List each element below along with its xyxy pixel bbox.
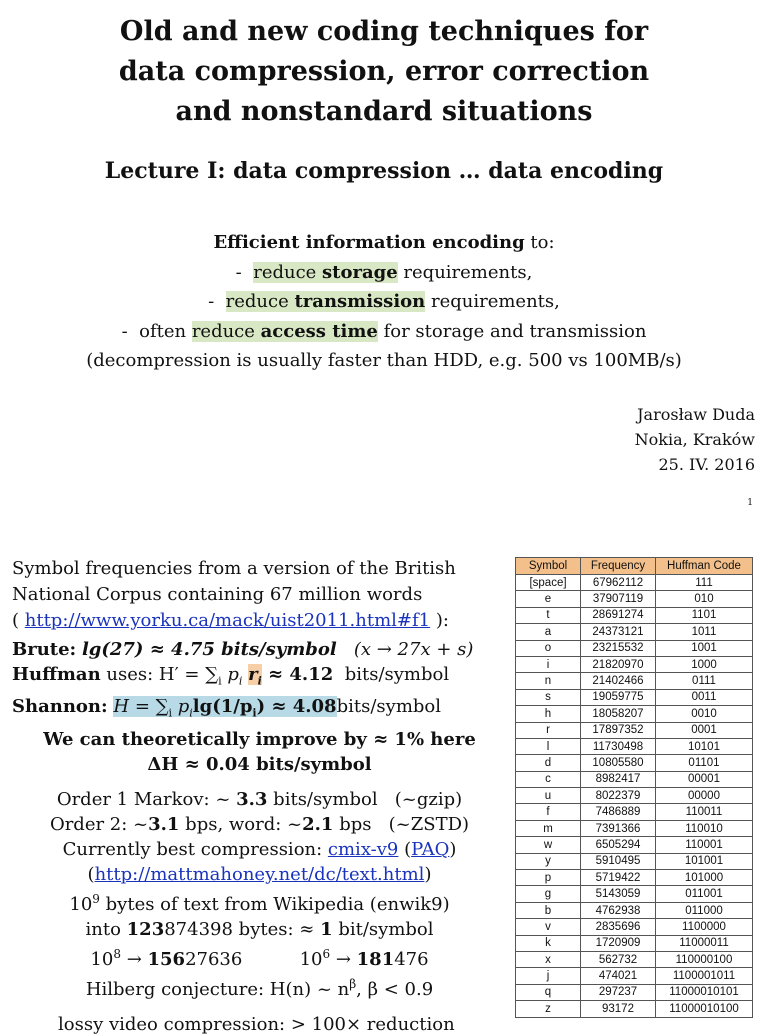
cell-frequency: 1720909 [581,935,656,951]
cell-huffman-code: 101001 [656,853,753,869]
cell-huffman-code: 011000 [656,902,753,918]
table-row [516,788,753,804]
r1-arrow: → [120,949,148,971]
cell-huffman-code: 0010 [656,706,753,722]
cell-symbol: n [516,673,581,689]
paren-close: ): [430,610,449,631]
cell-frequency: 5910495 [581,853,656,869]
dash: - [208,291,215,312]
item-rest: requirements, [397,261,533,283]
lecture-subtitle: Lecture I: data compression … data encoding [104,158,664,184]
order1-line [12,787,507,812]
brute-note: (x → 27x + s) [353,639,474,660]
cell-symbol: j [516,968,581,984]
cell-huffman-code: 0001 [656,722,753,738]
r2-arrow: → [330,949,357,971]
item-rest: for storage and transmission [377,320,647,342]
cell-frequency: 21402466 [581,673,656,689]
huffman-p: p [221,664,239,685]
order2-bps: 3.1 [148,814,180,836]
table-row [516,853,753,869]
order1-unit: bits/symbol [267,789,378,811]
cell-symbol: a [516,624,581,640]
cell-frequency: 8982417 [581,771,656,787]
intro-item [0,317,768,347]
cell-frequency: 37907119 [581,591,656,607]
wiki-text: bytes of text from Wikipedia (enwik9) [99,894,450,916]
cell-huffman-code: 0111 [656,673,753,689]
cell-huffman-code: 0011 [656,689,753,705]
order1-text: Order 1 Markov: ~ [56,789,237,811]
r2-bold: 181 [356,949,395,971]
order2-line [12,812,507,837]
cell-frequency: 562732 [581,951,656,967]
table-row [516,919,753,935]
cell-huffman-code: 10101 [656,738,753,754]
r1-bold: 156 [147,949,186,971]
cell-frequency: 19059775 [581,689,656,705]
into-e: bit/symbol [332,919,434,941]
intro-note: (decompression is usually faster than HDD, e.g. 500 vs 100MB/s) [86,350,682,371]
cell-frequency: 7486889 [581,804,656,820]
table-row [516,575,753,591]
cell-symbol: e [516,591,581,607]
slide-title [0,12,768,132]
table-row [516,984,753,1000]
lecture-date: 25. IV. 2016 [658,455,755,474]
title-line: data compression, error correction [118,56,650,87]
cell-huffman-code: 00000 [656,788,753,804]
table-row [516,624,753,640]
table-row [516,706,753,722]
table-row [516,886,753,902]
table-row [516,607,753,623]
hilberg-cond: , β < 0.9 [356,979,434,1001]
table-row [516,722,753,738]
into-a: into [85,919,127,941]
author-block [635,402,755,477]
cell-frequency: 28691274 [581,607,656,623]
cell-symbol: [space] [516,575,581,591]
paq-link[interactable]: PAQ [411,839,450,861]
cell-huffman-code: 110011 [656,804,753,820]
cell-frequency: 11730498 [581,738,656,754]
shannon-formula: $H = \sum_i$ $p_i\lg(1/p_i) \approx 4.08$ [113,695,337,720]
table-header-row [516,558,753,575]
best-compression-line [12,837,507,862]
huffman-value: ≈ 4.12 [261,664,334,685]
cell-symbol: s [516,689,581,705]
cell-huffman-code: 00001 [656,771,753,787]
cell-frequency: 297237 [581,984,656,1000]
brute-line [12,637,507,662]
order2-word: 2.1 [302,814,334,836]
order1-value: 3.3 [236,789,268,811]
r2-exp: 6 [322,947,331,962]
item-pre: often [139,320,192,342]
cell-frequency: 474021 [581,968,656,984]
mahoney-line: (http://mattmahoney.net/dc/text.html) [87,864,432,886]
cell-symbol: u [516,788,581,804]
cell-symbol: w [516,837,581,853]
delta-h: ΔH ≈ 0.04 bits/symbol [147,754,372,776]
table-row [516,771,753,787]
cell-frequency: 2835696 [581,919,656,935]
hl-text: reduce [191,320,261,342]
table-body [516,575,753,1018]
cell-frequency: 18058207 [581,706,656,722]
formula-a: H = ∑ [113,695,169,717]
left-column [12,556,507,1002]
brute-formula: lg(27) ≈ 4.75 bits/symbol [81,639,337,660]
cell-huffman-code: 1011 [656,624,753,640]
cell-huffman-code: 1101 [656,607,753,623]
r1-base: 10 [90,949,114,971]
cell-symbol: r [516,722,581,738]
title-line: Old and new coding techniques for [119,16,649,47]
r2-rest: 476 [394,949,429,971]
title-line: and nonstandard situations [175,96,593,127]
cell-frequency: 5719422 [581,870,656,886]
formula-c: lg(1/p [192,695,253,717]
table-row [516,689,753,705]
sum-index: i [168,706,173,720]
wikipedia-line [12,887,507,917]
table-row [516,820,753,836]
cell-huffman-code: 11000010100 [656,1001,753,1017]
slide-2 [0,530,768,1035]
cell-frequency: 6505294 [581,837,656,853]
cut-off-line: lossy video compression: > 100× reduction [58,1014,455,1035]
table-row [516,902,753,918]
cell-huffman-code: 110000100 [656,951,753,967]
shannon-line [12,694,507,726]
cell-frequency: 8022379 [581,788,656,804]
cell-symbol: c [516,771,581,787]
cell-frequency: 17897352 [581,722,656,738]
best-text: Currently best compression: [62,839,328,861]
cell-symbol: g [516,886,581,902]
cell-symbol: k [516,935,581,951]
table-row [516,1001,753,1017]
hl-bold: access time [260,320,378,342]
cell-frequency: 21820970 [581,656,656,672]
improvement-note: We can theoretically improve by ≈ 1% here [43,729,476,751]
cell-symbol: z [516,1001,581,1017]
cell-huffman-code: 1001 [656,640,753,656]
into-c: 874398 bytes: ≈ [164,919,321,941]
wiki-exp: 9 [92,892,100,907]
author-name: Jarosław Duda [637,405,755,424]
highlight [253,262,397,283]
hl-bold: storage [322,261,398,283]
table-row [516,951,753,967]
page-number: 1 [747,498,753,508]
paren-open: ( [12,610,25,631]
cell-huffman-code: 111 [656,575,753,591]
huffman-r: $r_i$ [248,664,262,688]
table-row [516,755,753,771]
dash: - [235,261,242,283]
table-row [516,837,753,853]
hl-text: reduce [225,291,295,312]
order2-c: bps, word: ~ [179,814,303,836]
cell-huffman-code: 101000 [656,870,753,886]
cell-symbol: x [516,951,581,967]
paren-open: ( [398,839,412,861]
cell-huffman-code: 11000010101 [656,984,753,1000]
formula-d: ) ≈ 4.08 [256,695,337,717]
cell-frequency: 93172 [581,1001,656,1017]
huffman-label: Huffman [12,664,101,685]
hl-text: reduce [253,261,323,283]
intro-item [0,258,768,288]
cell-symbol: b [516,902,581,918]
cell-huffman-code: 1100001011 [656,968,753,984]
intro-item [0,287,768,317]
cell-frequency: 67962112 [581,575,656,591]
into-d: 1 [320,919,333,941]
intro-block [0,228,768,376]
sum-index: i [218,674,222,688]
frequency-table [515,557,753,1018]
col-header-symbol: Symbol [516,558,581,575]
col-header-frequency: Frequency [581,558,656,575]
cell-huffman-code: 01101 [656,755,753,771]
table-row [516,804,753,820]
intro-lead-rest: to: [524,232,555,253]
cell-symbol: d [516,755,581,771]
dash: - [121,320,128,342]
author-affiliation: Nokia, Kraków [634,430,755,449]
huffman-unit: bits/symbol [344,664,450,685]
table-row [516,738,753,754]
intro-lead [0,228,768,258]
cell-symbol: m [516,820,581,836]
cell-huffman-code: 11000011 [656,935,753,951]
corpus-text: Symbol frequencies from a version of the British National Corpus containing 67 million words [12,558,456,605]
cell-frequency: 4762938 [581,902,656,918]
paren-close: ) [449,839,457,861]
col-header-huffman-code: Huffman Code [656,558,753,575]
table-row [516,640,753,656]
cell-symbol: l [516,738,581,754]
cell-huffman-code: 110010 [656,820,753,836]
cell-symbol: p [516,870,581,886]
formula-b: p [172,695,190,717]
order1-note: (~gzip) [394,789,463,811]
cell-symbol: i [516,656,581,672]
table-row [516,870,753,886]
intro-lead-bold: Efficient information encoding [213,232,525,253]
corpus-description [12,556,507,634]
cell-symbol: q [516,984,581,1000]
brute-label: Brute: [12,639,77,660]
item-rest: requirements, [425,291,560,312]
order2-a: Order 2: ~ [49,814,149,836]
hilberg-text: Hilberg conjecture: H(n) ~ n [85,979,350,1001]
cell-symbol: f [516,804,581,820]
huffman-line: Huffman uses: $H' = \sum_i$ $p_i$ $r_i \approx 4.12$ bits/symbol [12,664,450,688]
highlight [192,321,378,342]
cell-symbol: v [516,919,581,935]
r-symbol: r [248,664,258,685]
cell-frequency: 10805580 [581,755,656,771]
cmix-link[interactable]: cmix-v9 [327,839,399,861]
order2-d: bps [333,814,372,836]
r1-exp: 8 [113,947,121,962]
cell-huffman-code: 110001 [656,837,753,853]
wiki-base: 10 [69,894,93,916]
shannon-label: Shannon: [12,695,108,717]
huffman-formula: uses: H′ = ∑ [100,664,219,685]
hilberg-exp: β [349,977,357,992]
mahoney-link[interactable]: http://mattmahoney.net/dc/text.html [94,864,425,886]
corpus-link[interactable]: http://www.yorku.ca/mack/uist2011.html#f1 [24,610,431,631]
cell-symbol: t [516,607,581,623]
cell-symbol: h [516,706,581,722]
table-row [516,591,753,607]
r2-base: 10 [299,949,323,971]
cell-symbol: y [516,853,581,869]
table-row [516,935,753,951]
cell-huffman-code: 011001 [656,886,753,902]
highlight [226,291,426,312]
cell-frequency: 24373121 [581,624,656,640]
r1-rest: 27636 [185,949,243,971]
cell-frequency: 7391366 [581,820,656,836]
ratio-line [12,942,507,972]
cell-huffman-code: 010 [656,591,753,607]
table-row [516,968,753,984]
hl-bold: transmission [294,291,426,312]
cell-huffman-code: 1100000 [656,919,753,935]
table-row [516,673,753,689]
hilberg-line [12,972,507,1002]
shannon-unit: bits/symbol [336,695,441,717]
into-line [12,917,507,942]
into-b: 123 [126,919,165,941]
order2-note: (~ZSTD) [388,814,470,836]
cell-symbol: o [516,640,581,656]
cell-frequency: 23215532 [581,640,656,656]
cell-frequency: 5143059 [581,886,656,902]
table-row [516,656,753,672]
cell-huffman-code: 1000 [656,656,753,672]
